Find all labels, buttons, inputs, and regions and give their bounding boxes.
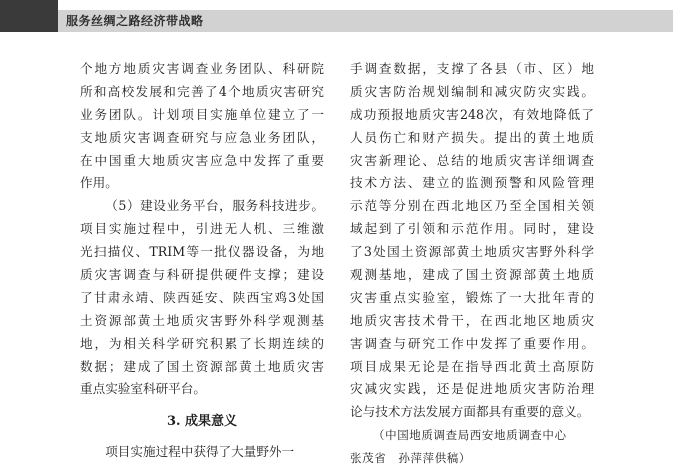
text-line: 灾害新理论、总结的地质灾害详细调查 bbox=[350, 152, 594, 168]
text-line: 灾害重点实验室，锻炼了一大批年青的 bbox=[350, 289, 594, 305]
text-line: 项目成果无论是在指导西北黄土高原防 bbox=[350, 358, 594, 374]
author-credit: （中国地质调查局西安地质调查中心 bbox=[373, 428, 567, 443]
text-line: 地质灾害技术骨干，在西北地区地质灾 bbox=[350, 312, 594, 328]
text-line: 域起到了引领和示范作用。同时，建设 bbox=[350, 221, 594, 237]
text-line: 论与技术方法发展方面都具有重要的意义。 bbox=[350, 404, 590, 420]
text-line: 项目实施过程中，引进无人机、三维激 bbox=[80, 221, 324, 237]
text-line: 示范等分别在西北地区乃至全国相关领 bbox=[350, 198, 594, 214]
text-line: 人员伤亡和财产损失。提出的黄土地质 bbox=[350, 129, 594, 145]
text-line: 业务团队。计划项目实施单位建立了一 bbox=[80, 106, 324, 122]
paragraph-start-line: （5）建设业务平台，服务科技进步。 bbox=[105, 198, 324, 214]
text-line: 地，为相关科学研究积累了长期连续的 bbox=[80, 335, 324, 351]
text-line: 观测基地，建成了国土资源部黄土地质 bbox=[350, 267, 594, 283]
text-line: 数据；建成了国土资源部黄土地质灾害 bbox=[80, 358, 324, 374]
text-line: 害调查与研究工作中发挥了重要作用。 bbox=[350, 335, 594, 351]
text-line: 重点实验室科研平台。 bbox=[80, 381, 206, 397]
text-line: 质灾害调查与科研提供硬件支撑；建设 bbox=[80, 267, 324, 283]
text-line: 土资源部黄土地质灾害野外科学观测基 bbox=[80, 312, 324, 328]
text-line: 作用。 bbox=[80, 175, 118, 191]
header-title: 服务丝绸之路经济带战略 bbox=[66, 14, 204, 28]
text-line: 质灾害防治规划编制和减灾防灾实践。 bbox=[350, 83, 594, 99]
left-column bbox=[80, 58, 324, 464]
text-line: 了甘肃永靖、陕西延安、陕西宝鸡3处国 bbox=[80, 289, 324, 305]
text-line: 个地方地质灾害调查业务团队、科研院 bbox=[80, 61, 324, 76]
text-line: 手调查数据，支撑了各县（市、区）地 bbox=[350, 61, 594, 76]
header-accent-block bbox=[0, 0, 58, 32]
page-header bbox=[0, 0, 673, 42]
text-line: 技术方法、建立的监测预警和风险管理 bbox=[350, 175, 594, 191]
author-credit-names: 张茂省 孙萍萍供稿） bbox=[350, 451, 471, 466]
section-heading: 3. 成果意义 bbox=[166, 414, 238, 430]
paragraph-start-line: 项目实施过程中获得了大量野外一 bbox=[105, 444, 295, 460]
text-line: 在中国重大地质灾害应急中发挥了重要 bbox=[80, 152, 324, 168]
right-column bbox=[350, 58, 594, 470]
text-line: 灾减灾实践，还是促进地质灾害防治理 bbox=[350, 381, 594, 397]
text-line: 支地质灾害调查研究与应急业务团队， bbox=[80, 129, 324, 145]
text-line: 了3处国土资源部黄土地质灾害野外科学 bbox=[350, 244, 594, 260]
text-line: 成功预报地质灾害248次，有效地降低了 bbox=[350, 106, 594, 122]
text-line: 所和高校发展和完善了4个地质灾害研究 bbox=[80, 83, 324, 99]
text-line: 光扫描仪、TRIM等一批仪器设备，为地 bbox=[80, 244, 324, 260]
